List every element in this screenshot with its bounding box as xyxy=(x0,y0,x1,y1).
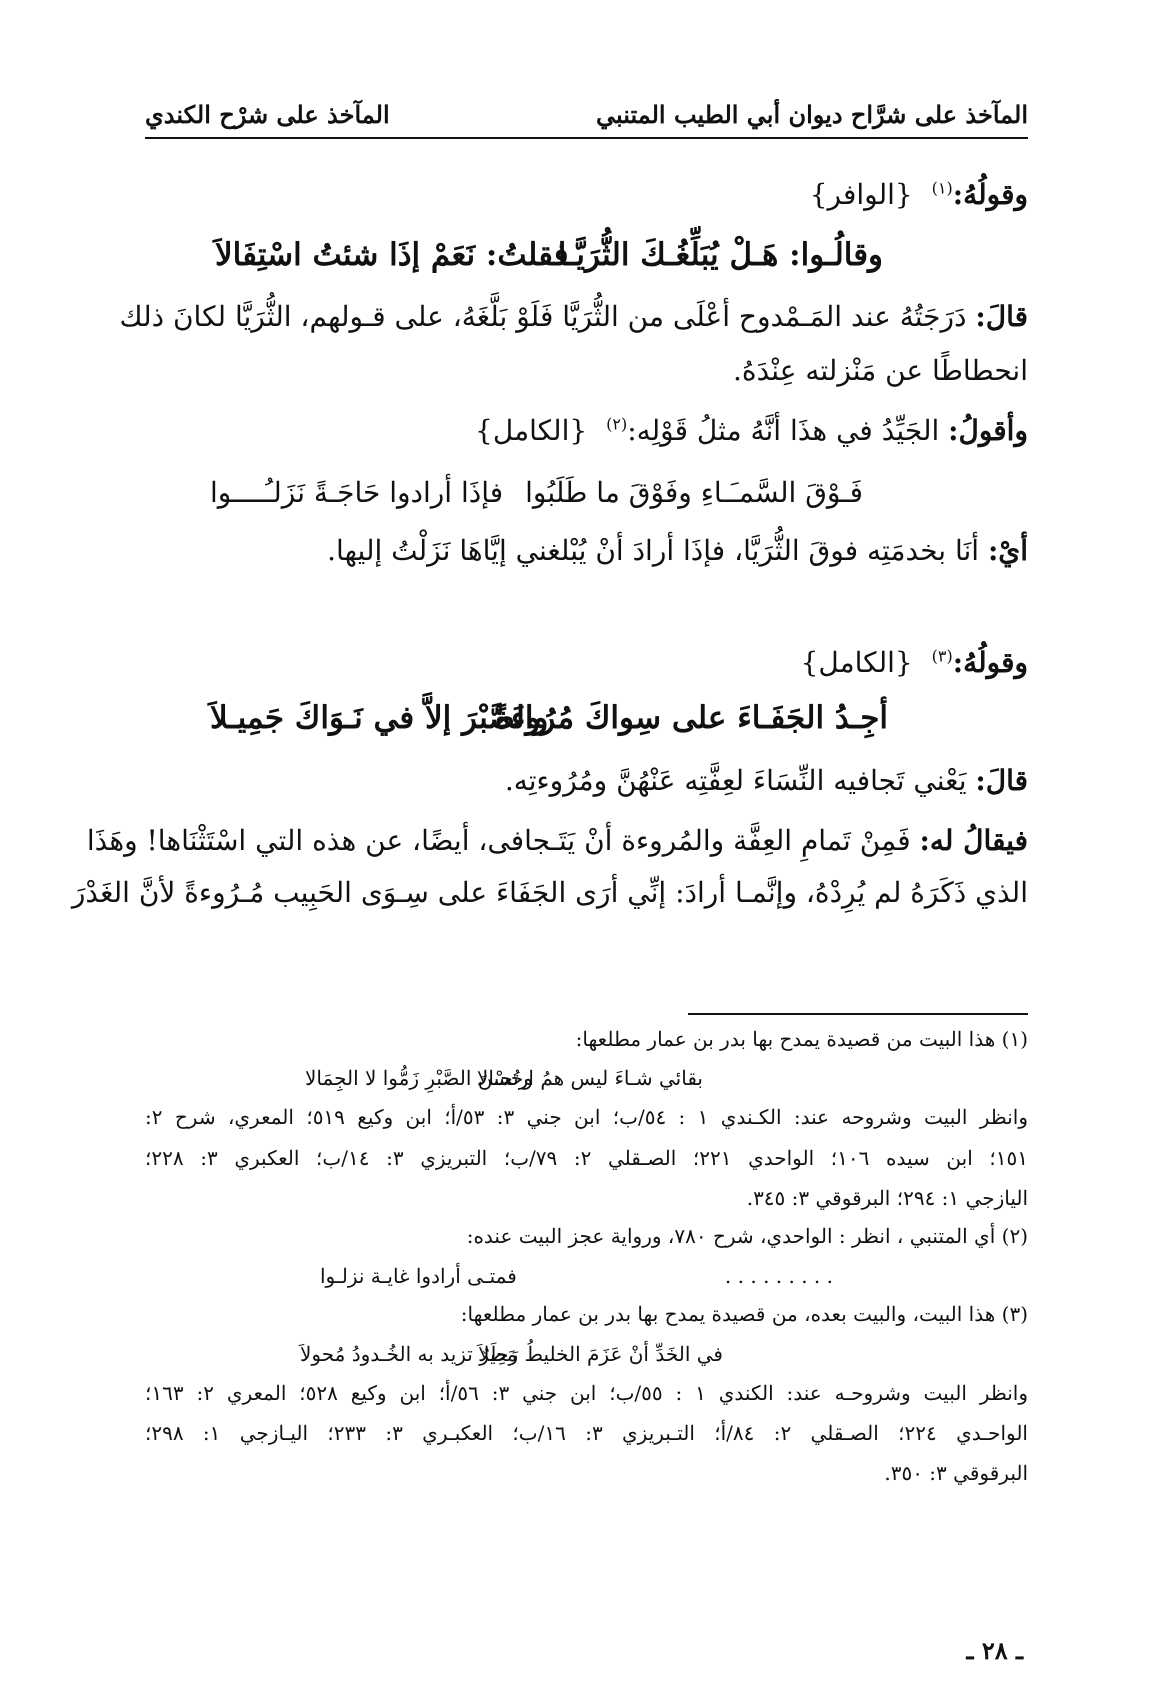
footnote-3-verse-a: في الخَدِّ أنْ عَزَمَ الخليطُ رَحِيلاَ xyxy=(478,1342,723,1366)
footnote-ref: (٢) xyxy=(606,414,628,434)
qal-text: دَرَجَتُهُ عند المَـمْدوح أعْلَى من الثُّرَيَّا فَلَوْ بَلَّغَهُ، على قـولهم، الثُّرَيَّا لكانَ ذلك xyxy=(119,300,967,333)
qal-paragraph-line1 xyxy=(119,300,1028,333)
footnote-ref: (٣) xyxy=(931,646,953,666)
running-header-right: المآخذ على شرَّاح ديوان أبي الطيب المتنبي xyxy=(596,100,1028,129)
footnote-2-intro: (٢) أي المتنبي ، انظر : الواحدي، شرح ٧٨٠، ورواية عجز البيت عنده: xyxy=(466,1224,1028,1248)
footnote-3-verse-b: مَطَرٌ تزيد به الخُـدودُ مُحولاَ xyxy=(300,1342,518,1366)
meter-label: {الكامل} xyxy=(475,414,588,447)
aqool-paragraph xyxy=(145,414,1028,447)
footnote-1-verse-b: وحُسْنَ الصَّبْرِ زَمُّوا لا الجِمَالا xyxy=(305,1066,533,1090)
footnote-ref: (١) xyxy=(931,178,953,198)
intro-label: وقولُهُ: xyxy=(952,178,1028,211)
verse3-first-hemistich: أجِـدُ الجَفَـاءَ على سِواكَ مُرُوءَةً xyxy=(494,700,888,736)
verse1-first-hemistich: وقالُـوا: هَـلْ يُبَلِّغُـكَ الثُّرَيَّـا xyxy=(557,237,883,273)
qal2-paragraph xyxy=(145,764,1028,797)
footnote-3-line4: البرقوقي ٣: ٣٥٠. xyxy=(884,1461,1028,1485)
verse2-first-hemistich: فَـوْقَ السَّمـَـاءِ وفَوْقَ ما طَلَبُوا xyxy=(525,476,863,509)
footnote-rule xyxy=(688,1013,1028,1015)
footnote-1-line3: ١٥١؛ ابن سيده ١٠٦؛ الواحدي ٢٢١؛ الصـقلي ٢: ٧٩/ب؛ التبريزي ٣: ١٤/ب؛ العكبري ٣: ٢٢٨؛ xyxy=(145,1146,1028,1170)
running-header-left: المآخذ على شرْح الكندي xyxy=(145,100,390,129)
footnote-1-line2: وانظر البيت وشروحه عند: الكـندي ١ : ٥٤/ب؛ ابن جني ٣: ٥٣/أ؛ ابن وكيع ٥١٩؛ المعري، شرح ٢: xyxy=(145,1105,1028,1129)
qal2-label: قالَ: xyxy=(975,764,1028,797)
footnote-3-line2: وانظر البيت وشروحـه عند: الكندي ١ : ٥٥/ب؛ ابن جني ٣: ٥٦/أ؛ ابن وكيع ٥٢٨؛ المعري ٢: ١٦٣؛ xyxy=(145,1381,1029,1405)
aqool-text: الجَيِّدُ في هذَا أنَّهُ مثلُ قَوْلِه: xyxy=(627,414,940,447)
footnote-2-ellipsis: . . . . . . . . . xyxy=(724,1264,833,1288)
fa-paragraph-line2: الذي ذَكَرَهُ لم يُرِدْهُ، وإنَّمـا أرادَ: إنِّي أرَى الجَفَاءَ على سِـوَى الحَبِيب مُـرُوءةً لأنَّ الغَدْرَ xyxy=(71,876,1028,909)
footnote-2-verse-b: فمتـى أرادوا غايـة نزلـوا xyxy=(320,1264,517,1288)
verse3-second-hemistich: والصَّبْرَ إلاَّ في نَـوَاكَ جَمِيـلاَ xyxy=(210,700,549,736)
verse1-second-hemistich: فقلتُ: نَعَمْ إذَا شئتُ اسْتِفَالاَ xyxy=(215,237,569,273)
ay-label: أيْ: xyxy=(987,534,1028,567)
ay-paragraph xyxy=(145,534,1028,567)
intro-label: وقولُهُ: xyxy=(952,646,1028,679)
aqool-label: وأقولُ: xyxy=(948,414,1028,447)
meter-label: {الوافر} xyxy=(809,178,913,211)
page-number: ـ ٢٨ ـ xyxy=(966,1636,1023,1665)
footnote-3-intro: (٣) هذا البيت، والبيت بعده، من قصيدة يمدح بها بدر بن عمار مطلعها: xyxy=(460,1302,1028,1326)
section2-intro xyxy=(145,646,1028,679)
footnote-1-line4: اليازجي ١: ٢٩٤؛ البرقوقي ٣: ٣٤٥. xyxy=(746,1186,1028,1210)
meter-label: {الكامل} xyxy=(800,646,913,679)
fa-text: فَمِنْ تَمامِ العِفَّة والمُروءة أنْ يَتَـجافى، أيضًا، عن هذه التي اسْتَثْنَاها! وهَذَا xyxy=(86,824,911,857)
verse2-second-hemistich: فإذَا أرادوا حَاجَـةً نَزَلـُــــوا xyxy=(210,476,504,509)
section1-intro xyxy=(145,178,1028,211)
ay-text: أنَا بخدمَتِه فوقَ الثُّرَيَّا، فإذَا أرادَ أنْ يُبْلغني إيَّاهَا نَزَلْتُ إليها. xyxy=(327,534,980,567)
qal-label: قالَ: xyxy=(975,300,1028,333)
qal-paragraph-line2: انحطاطًا عن مَنْزلته عِنْدَهُ. xyxy=(733,354,1028,387)
fa-paragraph-line1 xyxy=(86,824,1028,857)
qal2-text: يَعْني تَجافيه النِّسَاءَ لعِفَّتِه عَنْهُنَّ ومُرُوءتِه. xyxy=(504,764,967,797)
footnote-1-intro: (١) هذا البيت من قصيدة يمدح بها بدر بن عمار مطلعها: xyxy=(575,1027,1028,1051)
fa-label: فيقالُ له: xyxy=(919,824,1028,857)
footnote-3-line3: الواحـدي ٢٢٤؛ الصـقلي ٢: ٨٤/أ؛ التـبريزي ٣: ١٦/ب؛ العكبـري ٣: ٢٣٣؛ اليـازجي ١: ٢٩٨؛ xyxy=(145,1421,1028,1445)
header-rule xyxy=(145,137,1028,139)
footnote-1-verse-a: بقائي شـاءَ ليس همُ ارتحـالا xyxy=(476,1066,703,1090)
